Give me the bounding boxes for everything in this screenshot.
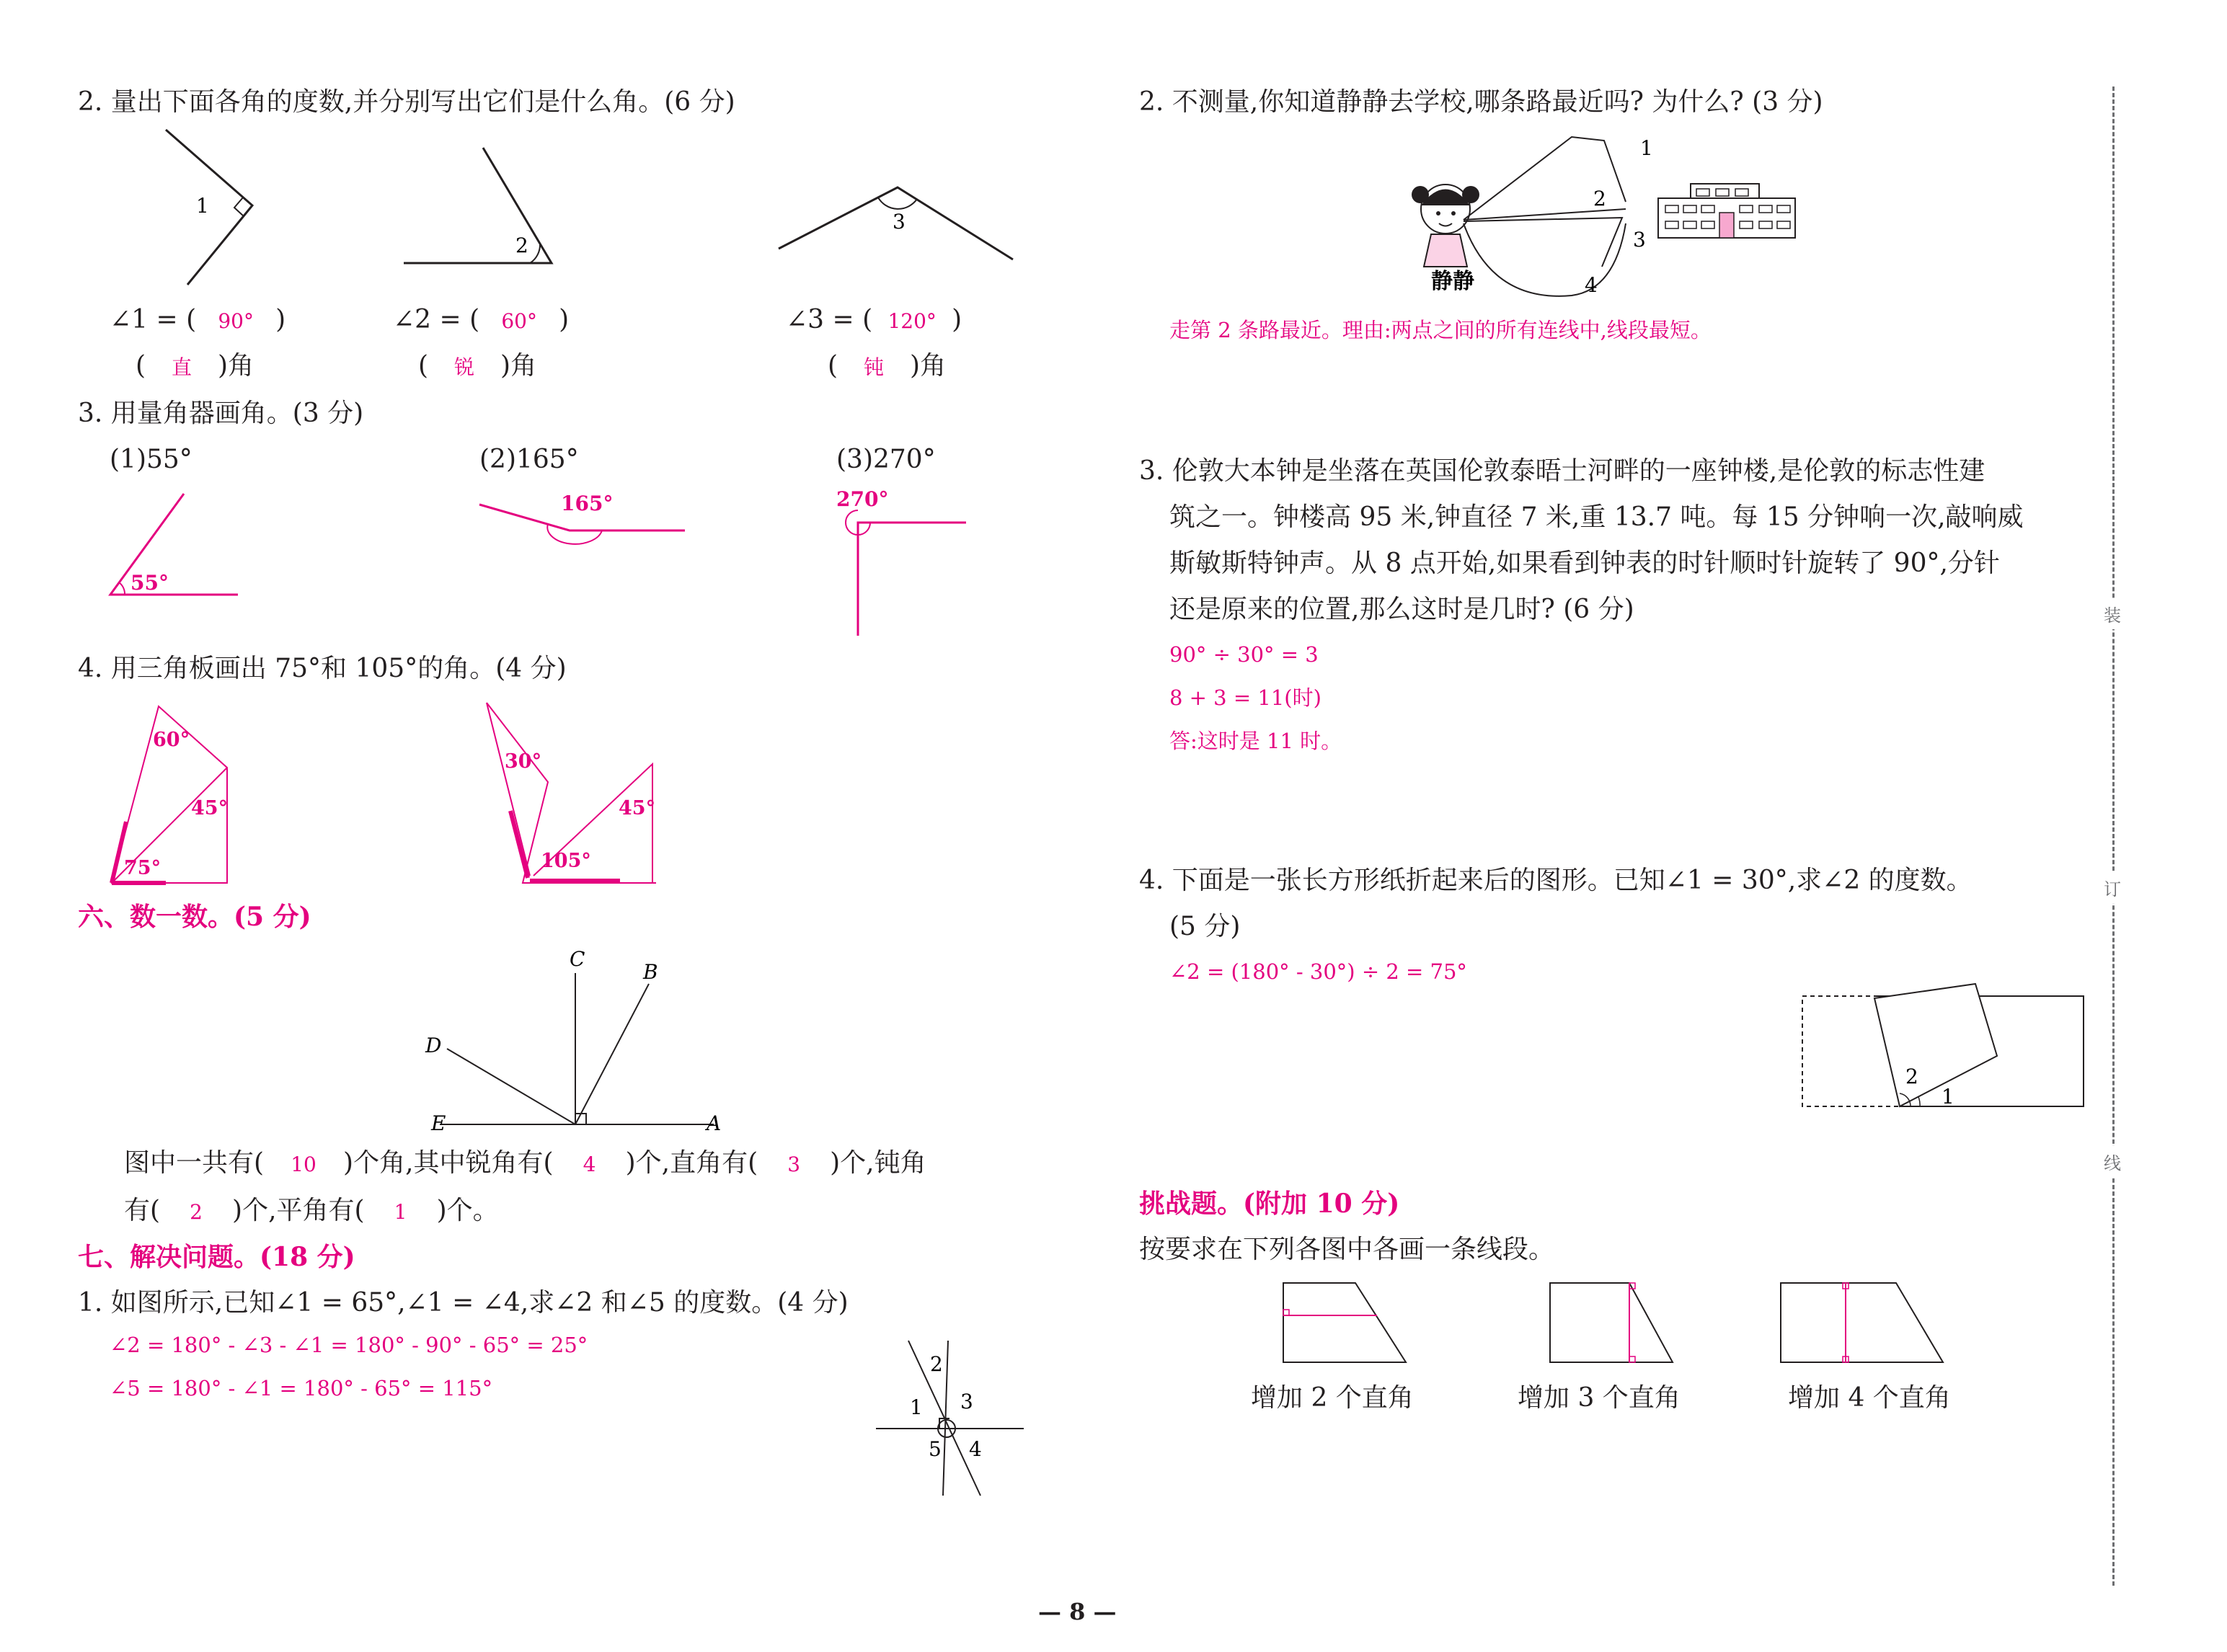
angle1-type: ( 直 )角 [136, 351, 254, 381]
r-q3-line-2: 筑之一。钟楼高 95 米,钟直径 7 米,重 13.7 吨。每 15 分钟响一次,敲响威 [1169, 502, 2024, 532]
fig1-angle-75: 75° [124, 857, 161, 879]
caption-3: 增加 4 个直角 [1788, 1383, 1951, 1413]
challenge-instruction: 按要求在下列各图中各画一条线段。 [1139, 1235, 1555, 1264]
path-label-4: 4 [1585, 273, 1598, 297]
r-q3-answer-2: 8 + 3 = 11(时) [1169, 685, 1321, 710]
route-figure [1406, 123, 1853, 310]
r-q4-line-2: (5 分) [1169, 912, 1241, 941]
r-q3-line-1: 3. 伦敦大本钟是坐落在英国伦敦泰晤士河畔的一座钟楼,是伦敦的标志性建 [1139, 456, 1985, 486]
drawn-angle-270 [836, 483, 973, 641]
trapezoid-3 [1777, 1279, 1950, 1366]
trapezoid-1 [1280, 1279, 1409, 1366]
point-C: C [570, 947, 585, 971]
margin-mark-2: 订 [2104, 872, 2121, 903]
path-label-2: 2 [1593, 187, 1606, 210]
count-total: 10 [291, 1153, 316, 1176]
line-angle-4: 4 [969, 1437, 982, 1461]
q3-title: 3. 用量角器画角。(3 分) [78, 399, 364, 428]
caption-1: 增加 2 个直角 [1251, 1383, 1414, 1413]
r-q4-line-1: 4. 下面是一张长方形纸折起来后的图形。已知∠1 = 30°,求∠2 的度数。 [1139, 866, 1973, 895]
margin-mark-1: 装 [2104, 598, 2121, 629]
q4-title: 4. 用三角板画出 75°和 105°的角。(4 分) [78, 654, 567, 683]
drawn-angle-270-label: 270° [836, 487, 889, 511]
r-q3-line-4: 还是原来的位置,那么这时是几时? (6 分) [1169, 595, 1634, 624]
r-q3-answer-3: 答:这时是 11 时。 [1169, 729, 1342, 753]
line-angle-3: 3 [960, 1390, 973, 1413]
fig1-angle-45: 45° [191, 797, 229, 820]
set-square-figure-2 [476, 692, 670, 894]
count-acute: 4 [583, 1153, 596, 1176]
fold-angle-1: 1 [1942, 1085, 1954, 1109]
angle1-value: 90° [218, 309, 254, 333]
angle3-type: ( 钝 )角 [828, 351, 947, 381]
fig2-angle-105: 105° [541, 850, 591, 872]
caption-2: 增加 3 个直角 [1518, 1383, 1681, 1413]
margin-mark-3: 线 [2104, 1146, 2121, 1177]
count-obtuse: 2 [190, 1200, 203, 1224]
intersecting-lines-figure [872, 1333, 1031, 1499]
angle2-type-value: 锐 [454, 355, 475, 379]
angle3-figure [771, 180, 1017, 267]
page-number: — 8 — [1038, 1598, 1117, 1625]
angle2-answer: ∠2 = ( 60° ) [393, 305, 570, 334]
fig2-angle-30: 30° [505, 750, 542, 773]
r-q4-answer: ∠2 = (180° - 30°) ÷ 2 = 75° [1169, 959, 1467, 984]
count-angles-figure [418, 944, 735, 1135]
angle2-label: 2 [515, 234, 528, 257]
angle3-type-value: 钝 [864, 355, 885, 379]
angle2-figure [397, 144, 570, 274]
line-angle-5: 5 [929, 1437, 942, 1461]
angle1-answer: ∠1 = ( 90° ) [110, 305, 286, 334]
angle1-label: 1 [196, 194, 209, 218]
path-label-1: 1 [1640, 136, 1653, 160]
angle2-value: 60° [501, 309, 537, 333]
binding-line [2112, 86, 2115, 1586]
s7-q1-answer-1: ∠2 = 180° - ∠3 - ∠1 = 180° - 90° - 65° = 25° [110, 1333, 588, 1357]
school-building [1658, 184, 1795, 238]
q3-item-3: (3)270° [836, 445, 936, 474]
path-label-3: 3 [1633, 228, 1646, 252]
q3-item-1: (1)55° [110, 445, 192, 474]
line-angle-2: 2 [930, 1352, 943, 1376]
angle3-value: 120° [887, 309, 937, 333]
challenge-heading: 挑战题。(附加 10 分) [1139, 1189, 1400, 1219]
angle1-figure [144, 123, 288, 296]
angle1-type-value: 直 [172, 355, 192, 379]
count-straight: 1 [394, 1200, 407, 1224]
q3-item-2: (2)165° [479, 445, 579, 474]
point-D: D [425, 1034, 442, 1057]
drawn-angle-55-label: 55° [130, 571, 169, 595]
count-line-2: 有( 2 )个,平角有( 1 )个。 [124, 1196, 499, 1225]
s7-q1-answer-2: ∠5 = 180° - ∠1 = 180° - 65° = 115° [110, 1376, 493, 1400]
count-right: 3 [787, 1153, 801, 1176]
trapezoid-2 [1546, 1279, 1676, 1366]
angle2-type: ( 锐 )角 [418, 351, 537, 381]
q2-title: 2. 量出下面各角的度数,并分别写出它们是什么角。(6 分) [78, 87, 735, 117]
set-square-figure-1 [101, 692, 245, 894]
fig2-angle-45: 45° [619, 797, 656, 820]
fold-angle-2: 2 [1905, 1065, 1918, 1088]
angle3-answer: ∠3 = ( 120° ) [786, 305, 962, 334]
r-q2-title: 2. 不测量,你知道静静去学校,哪条路最近吗? 为什么? (3 分) [1139, 87, 1823, 117]
girl-name: 静静 [1431, 269, 1474, 294]
count-line-1: 图中一共有( 10 )个角,其中锐角有( 4 )个,直角有( 3 )个,钝角 [124, 1148, 926, 1178]
point-B: B [643, 960, 658, 984]
s7-q1-title: 1. 如图所示,已知∠1 = 65°,∠1 = ∠4,求∠2 和∠5 的度数。(4 分) [78, 1288, 849, 1318]
folded-paper-figure [1799, 984, 2094, 1117]
girl-illustration [1412, 185, 1479, 267]
section-6-heading: 六、数一数。(5 分) [78, 902, 311, 932]
drawn-angle-165-label: 165° [561, 492, 614, 515]
section-7-heading: 七、解决问题。(18 分) [78, 1242, 355, 1272]
angle3-label: 3 [893, 210, 906, 234]
line-angle-1: 1 [910, 1395, 923, 1419]
r-q3-line-3: 斯敏斯特钟声。从 8 点开始,如果看到钟表的时针顺时针旋转了 90°,分针 [1169, 549, 2000, 578]
drawn-angle-165 [476, 483, 692, 541]
fig1-angle-60: 60° [153, 729, 190, 751]
drawn-angle-55 [105, 490, 249, 605]
point-E: E [431, 1111, 446, 1135]
r-q2-answer: 走第 2 条路最近。理由:两点之间的所有连线中,线段最短。 [1169, 318, 1712, 342]
r-q3-answer-1: 90° ÷ 30° = 3 [1169, 642, 1319, 667]
point-A: A [707, 1111, 722, 1135]
